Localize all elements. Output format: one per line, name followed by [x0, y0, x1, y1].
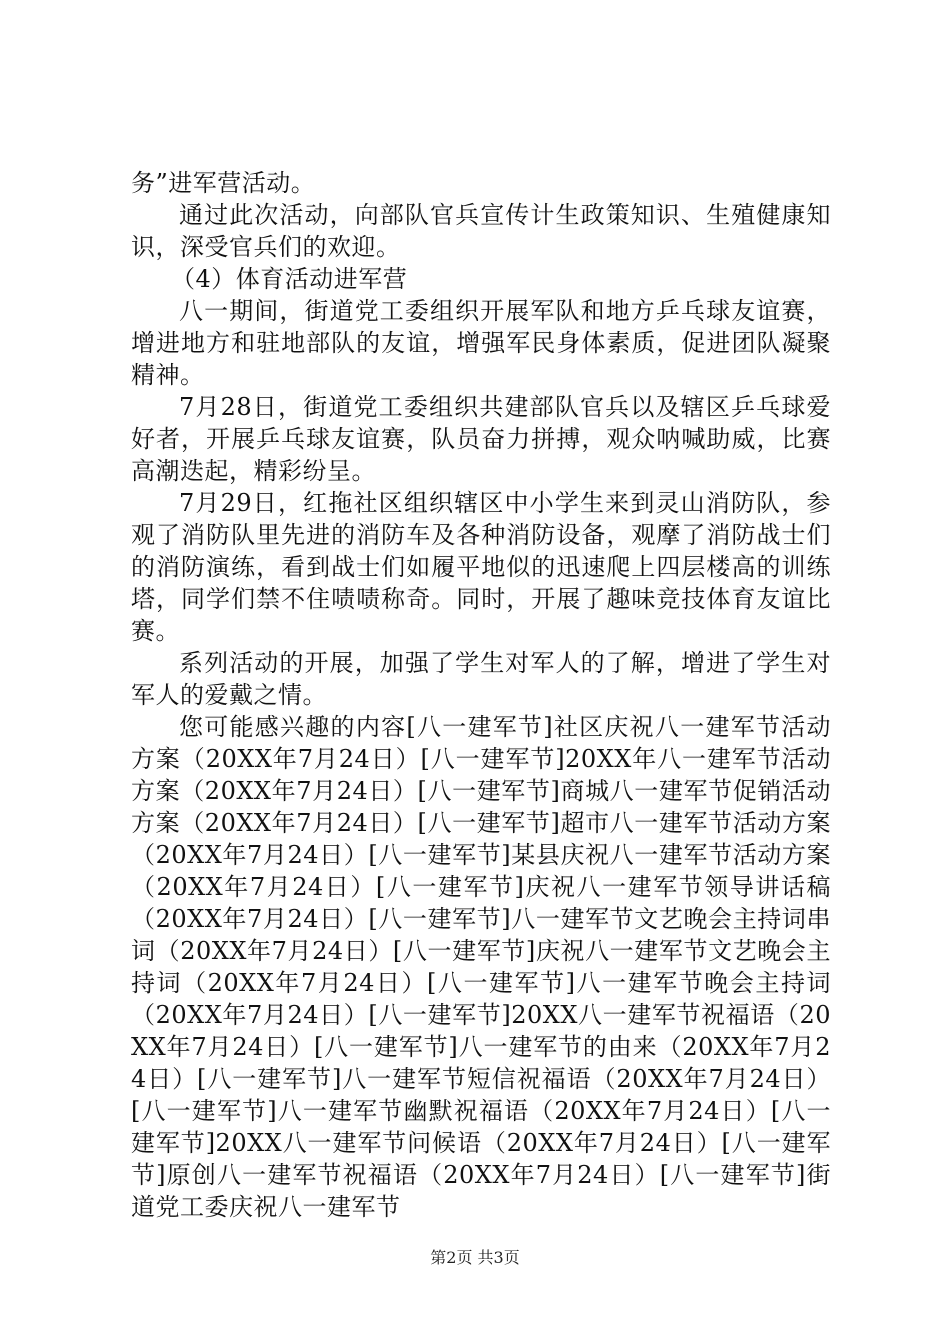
paragraph-summary: 系列活动的开展，加强了学生对军人的了解，增进了学生对军人的爱戴之情。	[131, 649, 831, 709]
section-heading-sports: （4）体育活动进军营	[171, 265, 408, 293]
paragraph-continuation: 务”进军营活动。	[131, 169, 316, 197]
page-number-footer: 第2页 共3页	[430, 1248, 520, 1267]
paragraph-july-29: 7月29日，红拖社区组织辖区中小学生来到灵山消防队，参观了消防队里先进的消防车及各种消防设备，观摩了消防战士们的消防演练，看到战士们如履平地似的迅速爬上四层楼高的训练塔，同学们禁不住啧啧称奇。同时，开展了趣味竞技体育友谊比赛。	[131, 489, 831, 645]
paragraph-july-28: 7月28日，街道党工委组织共建部队官兵以及辖区乒乓球爱好者，开展乒乓球友谊赛，队员奋力拼搏，观众呐喊助威，比赛高潮迭起，精彩纷呈。	[131, 393, 831, 485]
paragraph-related-links: 您可能感兴趣的内容[八一建军节]社区庆祝八一建军节活动方案（20XX年7月24日）[八一建军节]20XX年八一建军节活动方案（20XX年7月24日）[八一建军节]商城八一建军节促销活动方案（20XX年7月24日）[八一建军节]超市八一建军节活动方案（20XX年7月24日）[八一建军节]某县庆祝八一建军节活动方案（20XX年7月24日）[八一建军节]庆祝八一建军节领导讲话稿（20XX年7月24日）[八一建军节]八一建军节文艺晚会主持词串词（20XX年7月24日）[八一建军节]庆祝八一建军节文艺晚会主持词（20XX年7月24日）[八一建军节]八一建军节晚会主持词（20XX年7月24日）[八一建军节]20XX八一建军节祝福语（20XX年7月24日）[八一建军节]八一建军节的由来（20XX年7月24日）[八一建军节]八一建军节短信祝福语（20XX年7月24日）[八一建军节]八一建军节幽默祝福语（20XX年7月24日）[八一建军节]20XX八一建军节问候语（20XX年7月24日）[八一建军节]原创八一建军节祝福语（20XX年7月24日）[八一建军节]街道党工委庆祝八一建军节	[131, 713, 831, 1221]
paragraph-publicity: 通过此次活动，向部队官兵宣传计生政策知识、生殖健康知识，深受官兵们的欢迎。	[131, 201, 831, 261]
paragraph-table-tennis: 八一期间，街道党工委组织开展军队和地方乒乓球友谊赛，增进地方和驻地部队的友谊，增强军民身体素质，促进团队凝聚精神。	[131, 297, 831, 389]
document-body	[131, 167, 831, 1223]
